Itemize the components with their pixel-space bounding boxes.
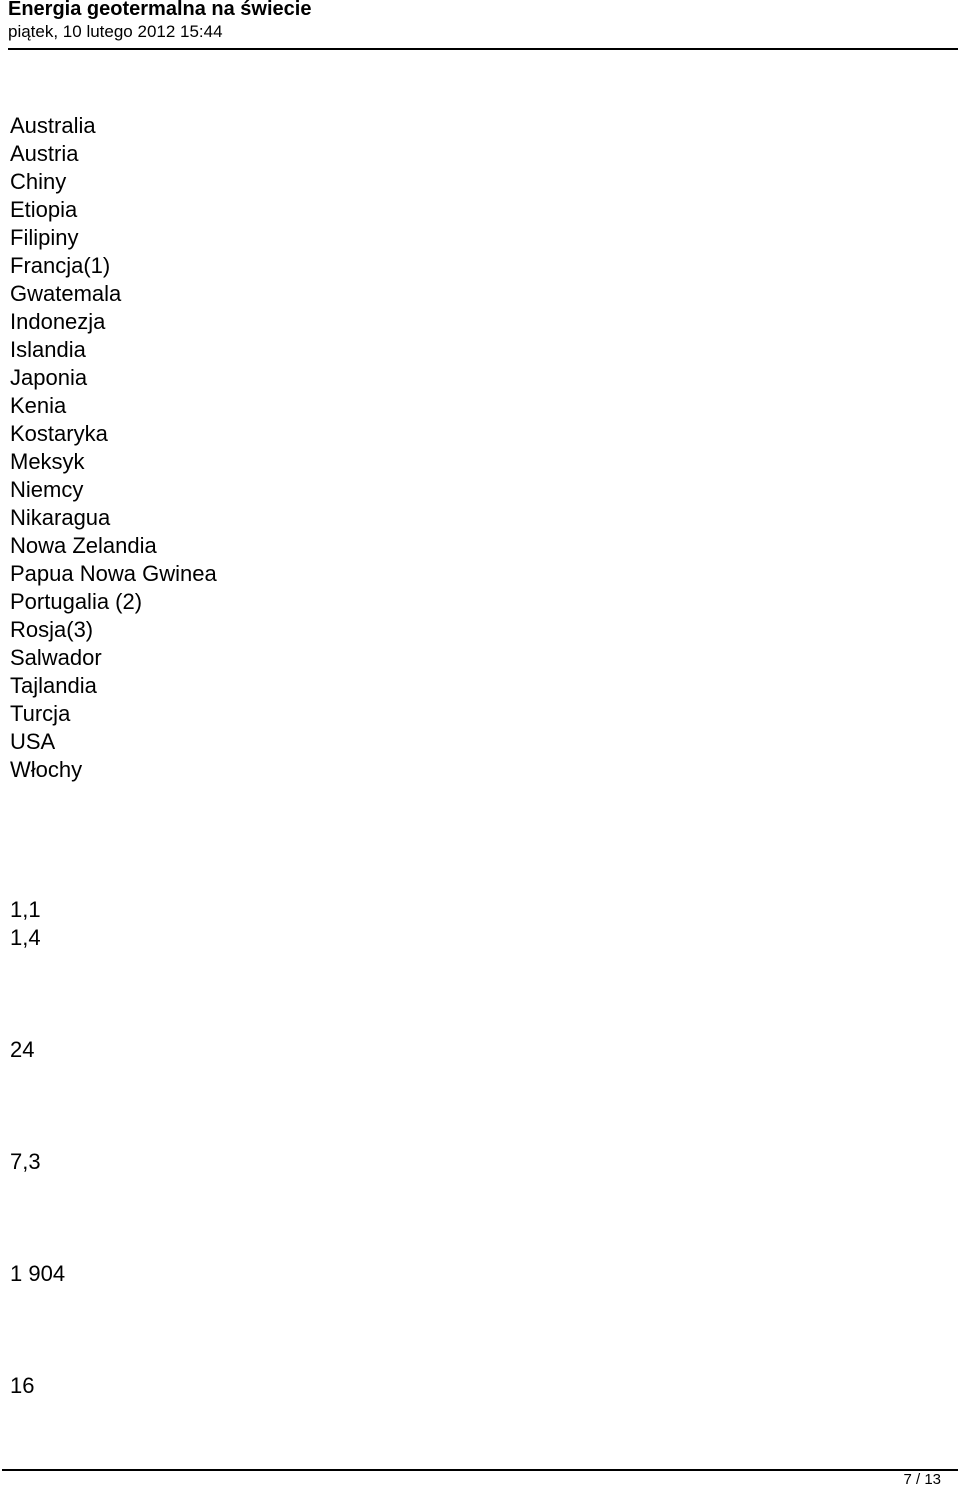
document-date: piątek, 10 lutego 2012 15:44 [8,22,223,41]
country-item: Rosja(3) [10,617,94,642]
footer-divider [2,1469,958,1471]
country-item: Kenia [10,393,67,418]
country-item: Tajlandia [10,673,97,698]
country-item: Nikaragua [10,505,111,530]
country-list [10,112,217,784]
value-item: 7,3 [10,1149,41,1174]
country-item: Salwador [10,645,102,670]
country-item: Turcja [10,701,71,726]
country-item: Portugalia (2) [10,589,143,614]
country-item: Indonezja [10,309,106,334]
country-item: Filipiny [10,225,79,250]
country-item: Niemcy [10,477,84,502]
country-item: Włochy [10,757,83,782]
country-item: Papua Nowa Gwinea [10,561,217,586]
country-item: Meksyk [10,449,85,474]
header-divider [8,48,958,50]
country-item: Etiopia [10,197,78,222]
document-title: Energia geotermalna na świecie [8,0,312,20]
country-item: Gwatemala [10,281,122,306]
country-item: Nowa Zelandia [10,533,157,558]
value-item: 1,4 [10,925,41,950]
country-item: Chiny [10,169,67,194]
country-item: Japonia [10,365,88,390]
value-item: 1,1 [10,897,41,922]
country-item: Australia [10,113,96,138]
country-item: Kostaryka [10,421,108,446]
value-item: 1 904 [10,1261,66,1286]
country-item: USA [10,729,56,754]
country-item: Islandia [10,337,86,362]
page-number: 7 / 13 [903,1471,941,1488]
value-item: 24 [10,1037,35,1062]
country-item: Austria [10,141,79,166]
value-item: 16 [10,1373,35,1398]
country-item: Francja(1) [10,253,111,278]
